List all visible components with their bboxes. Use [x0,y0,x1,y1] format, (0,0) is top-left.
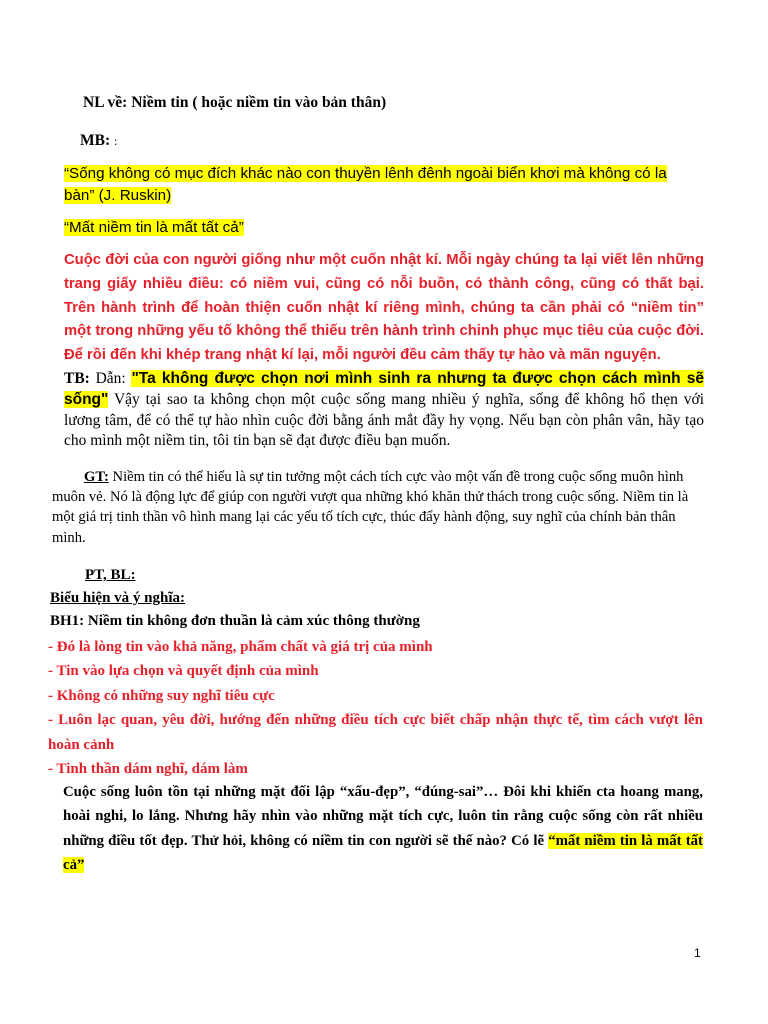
list-item: - Không có những suy nghĩ tiêu cực [48,687,275,704]
pt-bl-heading: PT, BL: [85,567,136,583]
list-item: - Tin vào lựa chọn và quyết định của mình [48,663,319,680]
tb-label: TB: [64,370,90,387]
gt-label: GT: [84,469,109,485]
bh1-heading: BH1: Niềm tin không đơn thuần là cảm xúc thông thường [50,613,420,629]
tb-dan: Dẫn: [89,370,132,387]
closing-highlight: “mất niềm tin là mất tất cả” [63,832,703,874]
list-item: - Đó là lòng tin vào khả năng, phẩm chất và giá trị của mình [48,639,433,655]
gt-paragraph [52,467,702,548]
bieu-hien-heading: Biểu hiện và ý nghĩa: [50,590,186,606]
essay-title: NL về: Niềm tin ( hoặc niềm tin vào bản thân) [83,94,387,111]
quote-lose-faith-text: “Mất niềm tin là mất tất cả” [64,219,244,236]
bh1-list [48,635,703,781]
gt-text: Niềm tin có thể hiểu là sự tin tưởng một cách tích cực vào một vấn đề trong cuộc sống muôn hình muôn vẻ. Nó là động lực để giúp con người vượt qua những khó khăn thử thách trong cuộc sống. Niềm tin là một giá trị tinh thần vô hình mang lại các yếu tố tích cực, thúc đẩy hành động, suy nghĩ của chính bản thân mình. [52,469,689,546]
intro-paragraph: Cuộc đời của con người giống như một cuốn nhật kí. Mỗi ngày chúng ta lại viết lên những trang giấy nhiều điều: có niềm vui, cũng có nỗi buồn, có thành công, cũng có thất bại. Trên hành trình để hoàn thiện cuốn nhật kí riêng mình, chúng ta cần phải có “niềm tin” một trong những yếu tố không thể thiếu trên hành trình chinh phục mục tiêu của cuộc đời. Để rồi đến khi khép trang nhật kí lại, mỗi người đều cảm thấy tự hào và mãn nguyện. [64,252,704,364]
list-item: - Luôn lạc quan, yêu đời, hướng đến những điều tích cực biết chấp nhận thực tế, tìm cách vượt lên hoàn cảnh [48,712,703,753]
tb-paragraph [64,369,704,452]
page-number: 1 [694,946,701,960]
quote-lose-faith [64,219,244,236]
list-item: - Tinh thần dám nghĩ, dám làm [48,761,248,778]
quote-ruskin-text: “Sống không có mục đích khác nào con thuyền lênh đênh ngoài biển khơi mà không có la bàn” (J. Ruskin) [64,165,667,204]
mb-heading [80,132,117,150]
closing-paragraph [63,780,703,878]
mb-label: MB: [80,132,111,149]
closing-text: Cuộc sống luôn tồn tại những mặt đối lập “xấu-đẹp”, “đúng-sai”… Đôi khi khiến cta hoang mang, hoài nghi, lo lắng. Nhưng hãy nhìn vào những mặt tích cực, luôn tin rằng cuộc sống còn rất nhiều những điều tốt đẹp. Thử hỏi, không có niềm tin con người sẽ thế nào? Có lẽ [63,784,703,849]
mb-colon: : [114,134,118,148]
tb-rest: Vậy tại sao ta không chọn một cuộc sống mang nhiều ý nghĩa, sống để không hổ thẹn với lương tâm, để có thể tự hào nhìn cuộc đời bằng ánh mắt đầy hy vọng. Nếu bạn còn phân vân, hãy tạo cho mình một niềm tin, tôi tin bạn sẽ đạt được điều bạn muốn. [64,390,704,450]
tb-quote: "Ta không được chọn nơi mình sinh ra nhưng ta được chọn cách mình sẽ sống" [64,370,704,408]
quote-ruskin [64,163,684,207]
